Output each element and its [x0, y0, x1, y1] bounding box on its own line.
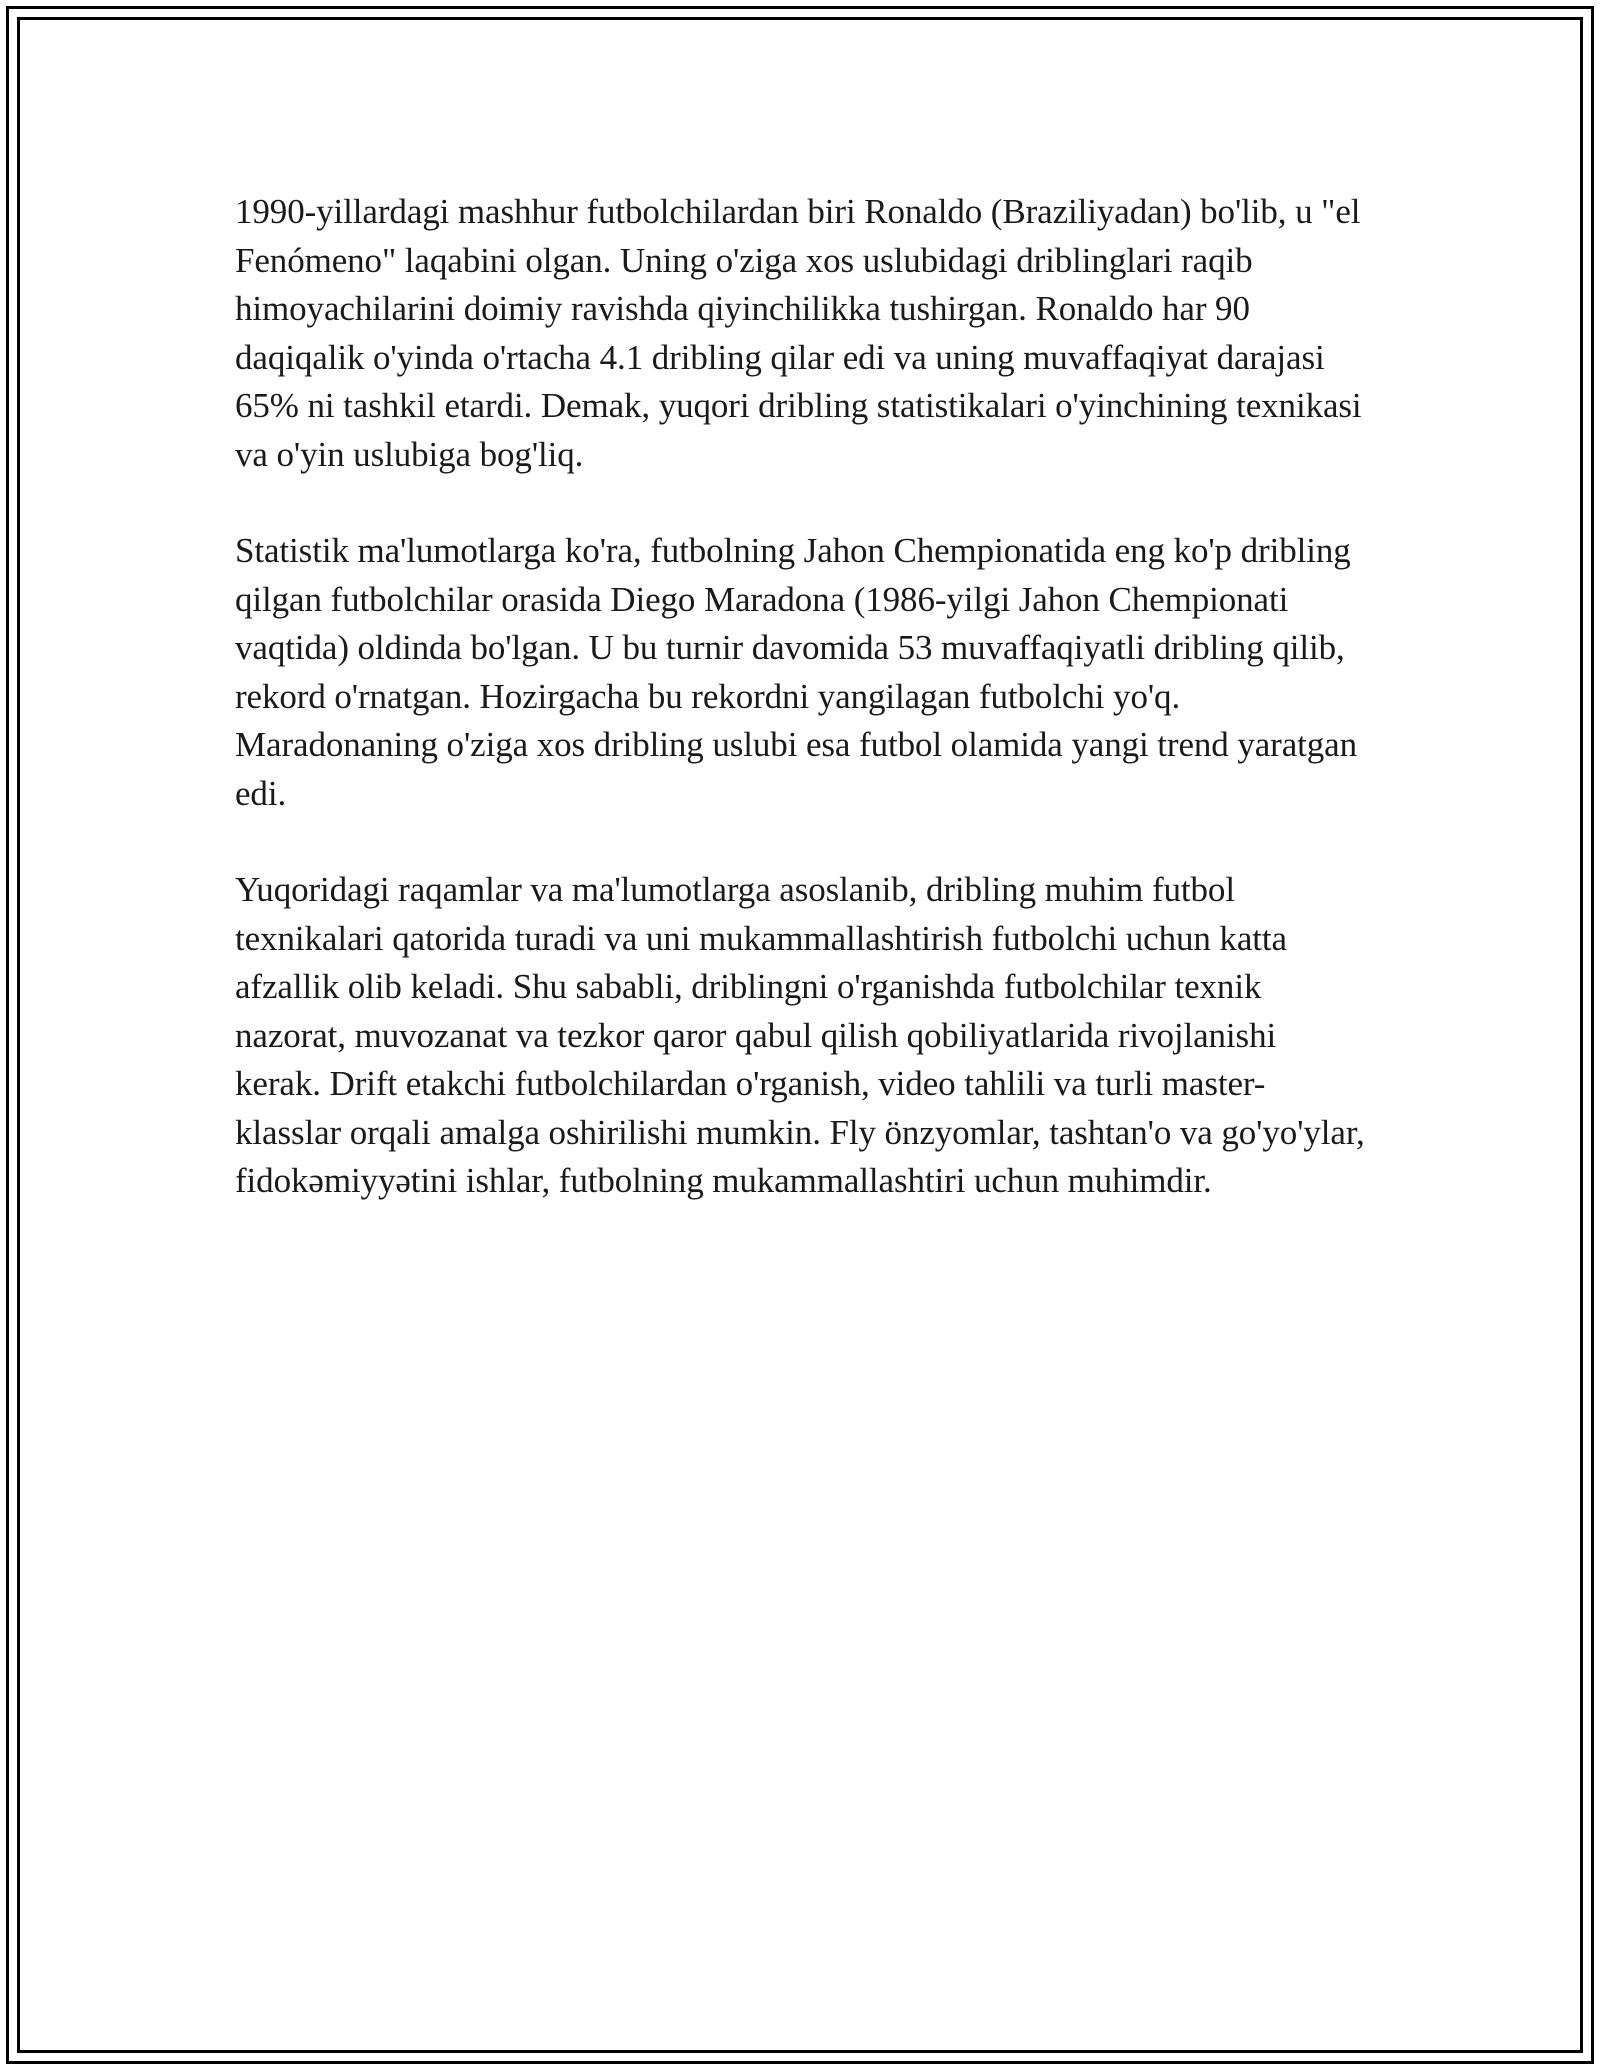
document-body: [235, 188, 1365, 1254]
paragraph-conclusion: Yuqoridagi raqamlar va ma'lumotlarga asoslanib, dribling muhim futbol texnikalari qatorida turadi va uni mukammallashtirish futbolchi uchun katta afzallik olib keladi. Shu sababli, driblingni o'rganishda futbolchilar texnik nazorat, muvozanat va tezkor qaror qabul qilish qobiliyatlarida rivojlanishi kerak. Drift etakchi futbolchilardan o'rganish, video tahlili va turli master-klasslar orqali amalga oshirilishi mumkin. Fly önzyomlar, tashtan'o va go'yo'ylar, fidokəmiyyətini ishlar, futbolning mukammallashtiri uchun muhimdir.: [235, 870, 1365, 1200]
paragraph-maradona: Statistik ma'lumotlarga ko'ra, futbolning Jahon Chempionatida eng ko'p dribling qilgan futbolchilar orasida Diego Maradona (1986-yilgi Jahon Chempionati vaqtida) oldinda bo'lgan. U bu turnir davomida 53 muvaffaqiyatli dribling qilib, rekord o'rnatgan. Hozirgacha bu rekordni yangilagan futbolchi yo'q. Maradonaning o'ziga xos dribling uslubi esa futbol olamida yangi trend yaratgan edi.: [235, 531, 1358, 813]
paragraph-ronaldo: 1990-yillardagi mashhur futbolchilardan biri Ronaldo (Braziliyadan) bo'lib, u "el Fenómeno" laqabini olgan. Uning o'ziga xos uslubidagi driblinglari raqib himoyachilarini doimiy ravishda qiyinchilikka tushirgan. Ronaldo har 90 daqiqalik o'yinda o'rtacha 4.1 dribling qilar edi va uning muvaffaqiyat darajasi 65% ni tashkil etardi. Demak, yuqori dribling statistikalari o'yinchining texnikasi va o'yin uslubiga bog'liq.: [235, 192, 1362, 474]
